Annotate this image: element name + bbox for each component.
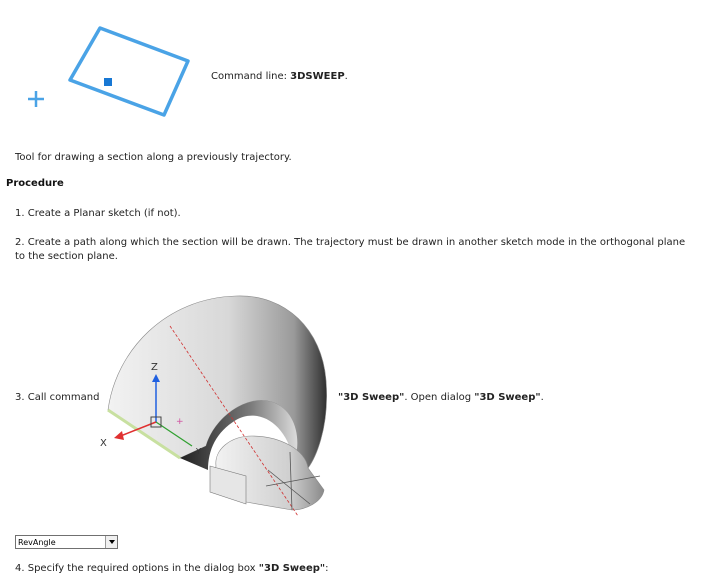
3d-sweep-tool-icon: [22, 22, 194, 122]
step-3-suffix: "3D Sweep". Open dialog "3D Sweep".: [338, 392, 544, 403]
revangle-dropdown-value: RevAngle: [18, 537, 56, 547]
command-title-2: "3D Sweep": [474, 392, 541, 403]
x-axis-label: X: [100, 438, 107, 449]
revangle-dropdown[interactable]: [15, 535, 118, 549]
chevron-down-icon[interactable]: [105, 536, 117, 548]
step-2: 2. Create a path along which the section will be drawn. The trajectory must be drawn in another sketch mode in the orthogonal plane to the section plane.: [15, 237, 686, 262]
step-1: 1. Create a Planar sketch (if not).: [15, 208, 181, 219]
command-title-1: "3D Sweep": [338, 392, 405, 403]
step-4: 4. Specify the required options in the dialog box "3D Sweep":: [15, 563, 329, 574]
step-3-prefix: 3. Call command: [15, 392, 100, 403]
command-line-label: Command line:: [211, 71, 291, 82]
procedure-heading: Procedure: [6, 178, 64, 189]
y-axis-label: Y: [196, 447, 201, 456]
dialog-title: "3D Sweep": [258, 563, 326, 574]
command-line-text: Command line: 3DSWEEP.: [211, 71, 348, 82]
z-axis-label: Z: [151, 362, 158, 373]
svg-text:+: +: [176, 417, 184, 427]
sweep-figure: [96, 290, 332, 520]
command-name: 3DSWEEP: [290, 71, 345, 82]
intro-text: Tool for drawing a section along a previously trajectory.: [15, 152, 292, 163]
